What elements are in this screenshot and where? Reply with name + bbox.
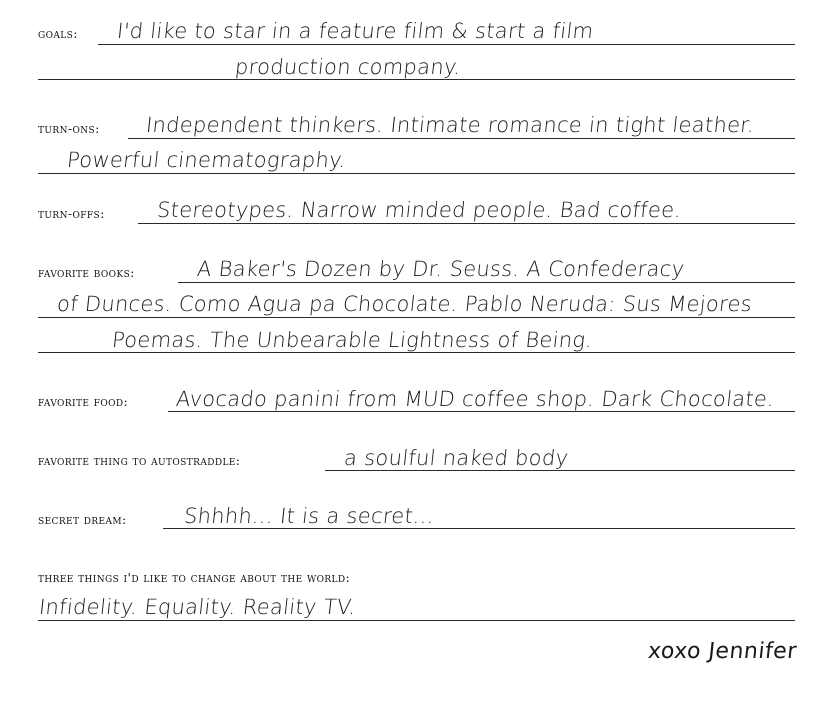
favorite-thing-label: favorite thing to autostraddle: bbox=[38, 453, 241, 468]
turn-ons-rule-2 bbox=[38, 173, 795, 174]
favorite-thing-rule-1 bbox=[325, 470, 795, 471]
favorite-food-label: favorite food: bbox=[38, 394, 129, 409]
turn-offs-label: turn-offs: bbox=[38, 206, 105, 221]
goals-answer-line-1: I'd like to star in a feature film & start a film bbox=[115, 19, 595, 43]
turn-ons-rule-1 bbox=[128, 138, 795, 139]
secret-dream-rule-1 bbox=[163, 528, 795, 529]
goals-answer-line-2: production company. bbox=[233, 55, 463, 79]
goals-rule-2 bbox=[38, 79, 795, 80]
favorite-books-rule-3 bbox=[38, 352, 795, 353]
favorite-food-rule-1 bbox=[168, 411, 795, 412]
favorite-books-rule-2 bbox=[38, 317, 795, 318]
turn-ons-label: turn-ons: bbox=[38, 121, 100, 136]
turn-ons-answer-line-1: Independent thinkers. Intimate romance in tight leather. bbox=[144, 113, 756, 137]
goals-rule-1 bbox=[98, 44, 795, 45]
three-things-rule-1 bbox=[38, 620, 795, 621]
favorite-books-rule-1 bbox=[178, 282, 795, 283]
turn-offs-rule-1 bbox=[138, 223, 795, 224]
three-things-label: three things i'd like to change about the world: bbox=[38, 570, 351, 585]
signature: xoxo Jennifer bbox=[646, 639, 799, 664]
secret-dream-answer-line-1: Shhhh... It is a secret... bbox=[182, 504, 436, 528]
favorite-books-answer-line-1: A Baker's Dozen by Dr. Seuss. A Confederacy bbox=[195, 257, 686, 281]
secret-dream-label: secret dream: bbox=[38, 512, 127, 527]
favorite-thing-answer-line-1: a soulful naked body bbox=[342, 446, 570, 470]
favorite-books-label: favorite books: bbox=[38, 265, 135, 280]
turn-ons-answer-line-2: Powerful cinematography. bbox=[65, 148, 348, 172]
favorite-food-answer-line-1: Avocado panini from MUD coffee shop. Dark Chocolate. bbox=[174, 387, 776, 411]
turn-offs-answer-line-1: Stereotypes. Narrow minded people. Bad coffee. bbox=[155, 198, 683, 222]
favorite-books-answer-line-2: of Dunces. Como Agua pa Chocolate. Pablo Neruda: Sus Mejores bbox=[55, 292, 754, 316]
three-things-answer-line-1: Infidelity. Equality. Reality TV. bbox=[37, 595, 358, 619]
favorite-books-answer-line-3: Poemas. The Unbearable Lightness of Being. bbox=[110, 328, 594, 352]
goals-label: goals: bbox=[38, 26, 78, 41]
